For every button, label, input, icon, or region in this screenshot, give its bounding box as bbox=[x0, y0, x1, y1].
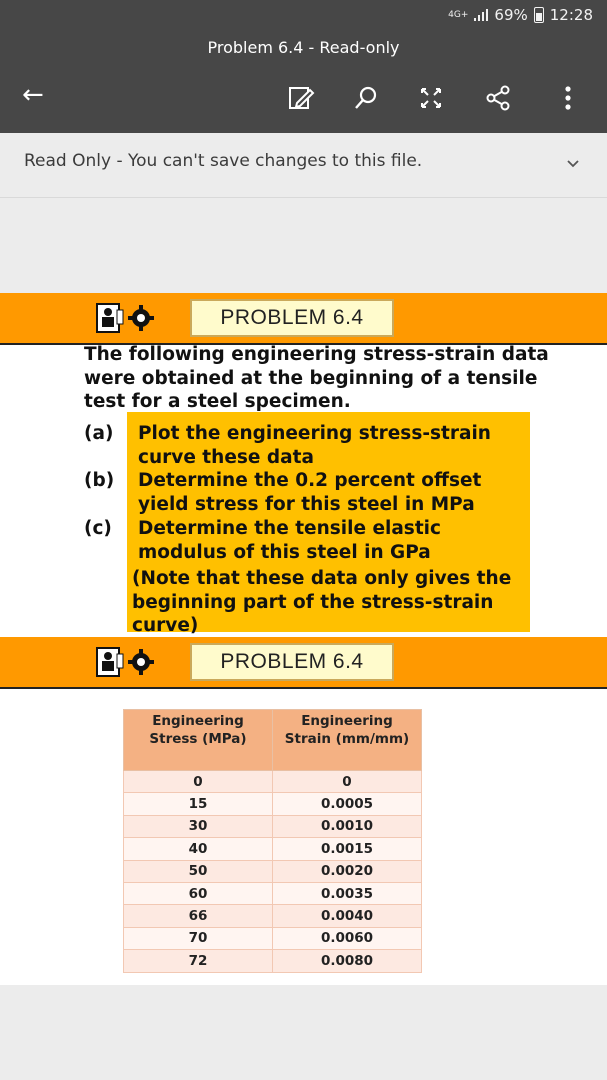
problem-intro: The following engineering stress-strain data were obtained at the beginning of a tensile test for a steel specimen. bbox=[84, 344, 549, 412]
stress-cell: 15 bbox=[124, 793, 273, 815]
item-a-label: (a) bbox=[84, 423, 114, 444]
stress-cell: 72 bbox=[124, 950, 273, 972]
slide-header-band-2 bbox=[0, 637, 607, 689]
back-arrow-icon[interactable]: ← bbox=[22, 80, 44, 110]
strain-cell: 0.0015 bbox=[273, 838, 422, 860]
item-c-label: (c) bbox=[84, 518, 112, 539]
item-a-text: Plot the engineering stress-strain curve these data bbox=[138, 423, 491, 468]
strain-cell: 0.0020 bbox=[273, 860, 422, 882]
item-b-text: Determine the 0.2 percent offset yield stress for this steel in MPa bbox=[138, 470, 482, 515]
stress-cell: 40 bbox=[124, 838, 273, 860]
table-row bbox=[124, 927, 422, 949]
table-row bbox=[124, 950, 422, 972]
item-b-label: (b) bbox=[84, 470, 115, 491]
strain-cell: 0 bbox=[273, 771, 422, 793]
network-indicator: 4G+ bbox=[448, 9, 469, 20]
note-text: (Note that these data only gives the beginning part of the stress-strain curve) bbox=[132, 568, 512, 636]
slide-header-band bbox=[0, 293, 607, 345]
search-icon[interactable] bbox=[352, 84, 380, 112]
stress-cell: 60 bbox=[124, 882, 273, 904]
stress-cell: 0 bbox=[124, 771, 273, 793]
chevron-down-icon[interactable] bbox=[565, 155, 581, 171]
strain-cell: 0.0060 bbox=[273, 927, 422, 949]
table-row bbox=[124, 882, 422, 904]
table-row bbox=[124, 771, 422, 793]
stress-cell: 70 bbox=[124, 927, 273, 949]
stress-cell: 30 bbox=[124, 815, 273, 837]
battery-icon bbox=[534, 7, 544, 23]
strain-cell: 0.0035 bbox=[273, 882, 422, 904]
stress-cell: 66 bbox=[124, 905, 273, 927]
signal-icon bbox=[474, 9, 488, 21]
data-table bbox=[123, 709, 422, 973]
table-row bbox=[124, 815, 422, 837]
status-bar bbox=[448, 6, 593, 24]
column-header-strain: Engineering Strain (mm/mm) bbox=[273, 710, 422, 771]
column-header-stress: Engineering Stress (MPa) bbox=[124, 710, 273, 771]
table-row bbox=[124, 905, 422, 927]
table-body bbox=[124, 771, 422, 973]
strain-cell: 0.0010 bbox=[273, 815, 422, 837]
read-only-message: Read Only - You can't save changes to this file. bbox=[24, 151, 423, 171]
problem-heading: PROBLEM 6.4 bbox=[190, 299, 394, 337]
strain-cell: 0.0080 bbox=[273, 950, 422, 972]
strain-cell: 0.0005 bbox=[273, 793, 422, 815]
edit-icon[interactable] bbox=[287, 84, 315, 112]
table-row bbox=[124, 793, 422, 815]
share-icon[interactable] bbox=[484, 84, 512, 112]
more-icon[interactable] bbox=[554, 84, 582, 112]
table-row bbox=[124, 838, 422, 860]
problem-heading-2: PROBLEM 6.4 bbox=[190, 643, 394, 681]
clock: 12:28 bbox=[549, 6, 593, 24]
stress-cell: 50 bbox=[124, 860, 273, 882]
read-only-banner bbox=[0, 133, 607, 198]
strain-cell: 0.0040 bbox=[273, 905, 422, 927]
logo-icon bbox=[93, 302, 157, 334]
document-title: Problem 6.4 - Read-only bbox=[207, 38, 400, 57]
document-slide bbox=[0, 293, 607, 985]
app-toolbar bbox=[0, 0, 607, 133]
battery-percent: 69% bbox=[494, 6, 528, 24]
fullscreen-icon[interactable] bbox=[417, 84, 445, 112]
item-c-text: Determine the tensile elastic modulus of this steel in GPa bbox=[138, 518, 441, 563]
logo-icon bbox=[93, 646, 157, 678]
table-row bbox=[124, 860, 422, 882]
